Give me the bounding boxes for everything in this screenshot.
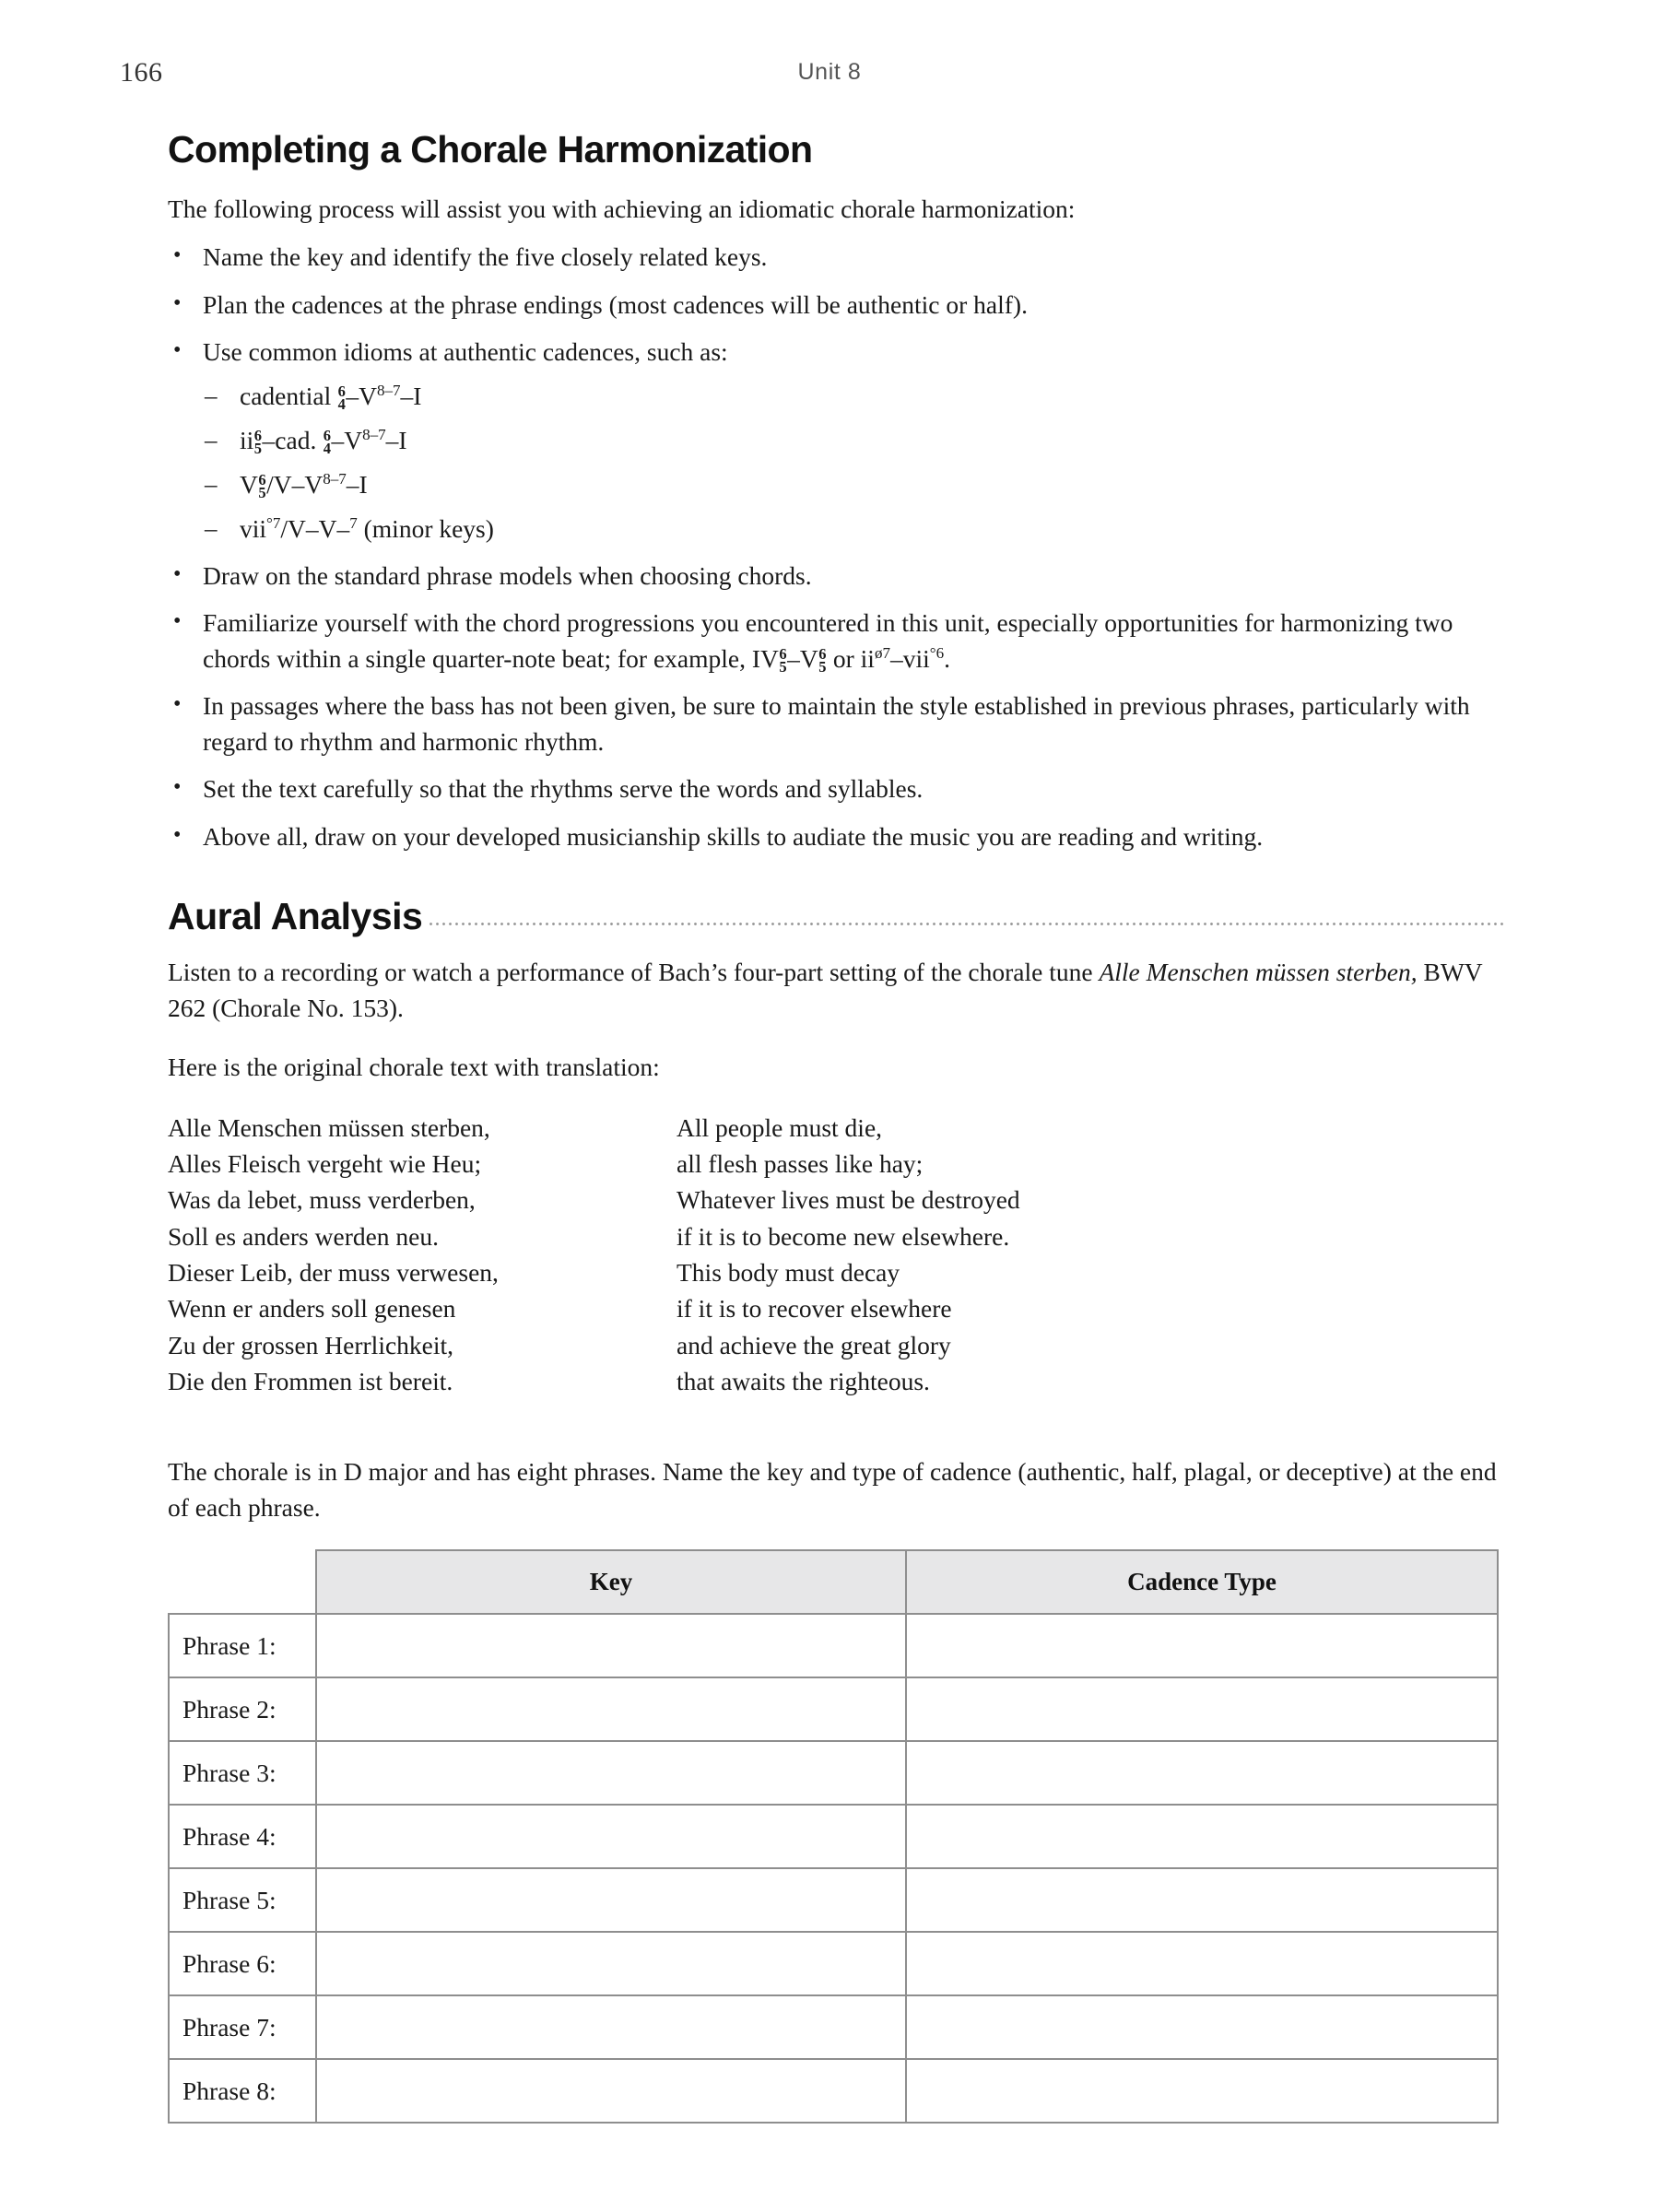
sub-item-lead: ii [240,425,254,454]
chorale-line: Was da lebet, muss verderben, [168,1185,476,1215]
table-row [169,1677,1498,1741]
chord-symbol-roman: IV [751,643,779,673]
sub-item-tail: –I [346,469,368,499]
translation-line: if it is to become new elsewhere. [677,1221,1010,1251]
chord-superscript: ø7 [874,643,890,662]
key-answer-cell[interactable] [316,1805,906,1868]
translation-line: if it is to recover elsewhere [677,1294,952,1324]
table-row [169,1614,1498,1677]
key-answer-cell[interactable] [316,1932,906,1995]
figure-bottom: 5 [253,439,263,457]
page-title: Completing a Chorale Harmonization [168,128,813,171]
table-instruction: The chorale is in D major and has eight phrases. Name the key and type of cadence (authentic, half, plagal, or deceptive) at the end of each phrase. [168,1457,1497,1522]
sub-item-tail: –I [385,425,407,454]
chorale-english-column [677,1110,1020,1400]
chord-tail: . [944,643,950,673]
cadence-answer-cell[interactable] [906,1868,1498,1932]
bullet-icon: • [173,692,182,717]
list-item [168,819,1504,855]
sub-item-mid0: /V–V [266,469,324,499]
cadence-answer-cell[interactable] [906,2059,1498,2123]
chorale-line: Dieser Leib, der muss verwesen, [168,1257,499,1287]
chorale-text-intro: Here is the original chorale text with translation: [168,1053,660,1082]
sub-item-mid: –V [346,381,377,410]
list-item-text: Use common idioms at authentic cadences, such as: [203,337,728,367]
bullet-icon: • [173,290,182,315]
sub-item-superscript: 8–7 [323,469,347,488]
cadence-answer-cell[interactable] [906,1995,1498,2059]
column-header-key: Key [316,1550,906,1614]
bullet-icon: • [173,775,182,800]
table-row [169,1995,1498,2059]
section-heading-text: Aural Analysis [168,895,423,938]
chord-conjunction: or [827,643,861,673]
row-label: Phrase 1: [169,1614,316,1677]
figure-top: 6 [258,471,266,489]
page-content [168,129,1504,2124]
translation-line: Whatever lives must be destroyed [677,1185,1020,1215]
listen-text-pre: Listen to a recording or watch a performance of Bach’s four-part setting of the chorale tune [168,958,1100,987]
sub-item-superscript: 8–7 [377,381,401,399]
table-row [169,1805,1498,1868]
dash-icon: – [205,425,218,453]
chord-symbol-roman: ii [860,643,875,673]
table-corner-cell [169,1550,316,1614]
list-item-text: Plan the cadences at the phrase endings (most cadences will be authentic or half). [203,289,1028,319]
key-answer-cell[interactable] [316,1614,906,1677]
list-item [168,240,1504,276]
sub-item-tail: (minor keys) [357,513,494,543]
aural-analysis-heading [168,895,1504,938]
phrase-analysis-table [168,1549,1499,2124]
cadence-answer-cell[interactable] [906,1614,1498,1677]
spacer [168,1423,1504,1454]
figure-bottom: 5 [258,483,266,501]
chord-dash: – [889,643,903,673]
figured-bass-stack [323,427,331,457]
sub-item-lead: vii [240,513,267,543]
table-row [169,1932,1498,1995]
list-item-text: Above all, draw on your developed musicianship skills to audiate the music you are reading and writing. [203,821,1264,851]
cadence-idiom-sublist [203,379,1504,547]
list-item-text: Set the text carefully so that the rhythms serve the words and syllables. [203,774,924,804]
running-head-title: Unit 8 [797,59,862,85]
key-answer-cell[interactable] [316,2059,906,2123]
figured-bass-stack [337,382,346,413]
sub-item-lead: V [240,469,258,499]
sub-item-mid0: –cad. [262,425,324,454]
sub-list-item [203,512,1504,547]
bullet-icon: • [173,243,182,268]
sub-item-mid0: /V–V– [280,513,350,543]
figure-top: 6 [253,427,263,445]
translation-line: all flesh passes like hay; [677,1148,924,1178]
sub-list-item [203,467,1504,502]
table-row [169,1741,1498,1805]
running-head [120,57,1539,88]
page-number: 166 [120,57,163,88]
table-header-row [169,1550,1498,1614]
chord-symbol-roman: V [799,643,818,673]
chorale-line: Alles Fleisch vergeht wie Heu; [168,1148,482,1178]
figure-bottom: 5 [779,657,787,676]
figured-bass-stack [779,645,787,676]
row-label: Phrase 2: [169,1677,316,1741]
row-label: Phrase 8: [169,2059,316,2123]
list-item-text: In passages where the bass has not been given, be sure to maintain the style established in previous phrases, particularly with regard to rhythm and harmonic rhythm. [203,691,1470,756]
dash-icon: – [205,381,218,409]
figure-bottom: 5 [818,657,827,676]
sub-item-lead: cadential [240,381,338,410]
bullet-icon: • [173,561,182,586]
listen-text-post: BWV 262 (Chorale No. 153). [168,958,1483,1022]
sub-item-mid: –V [331,425,363,454]
figured-bass-stack [258,471,266,501]
figure-top: 6 [818,645,827,664]
figure-top: 6 [337,382,346,401]
list-item [168,288,1504,324]
list-item-text: Name the key and identify the five closely related keys. [203,242,768,272]
dotted-rule [428,917,1504,930]
figure-top: 6 [779,645,787,664]
row-label: Phrase 6: [169,1932,316,1995]
cadence-answer-cell[interactable] [906,1932,1498,1995]
row-label: Phrase 5: [169,1868,316,1932]
column-header-cadence-type: Cadence Type [906,1550,1498,1614]
translation-line: All people must die, [677,1112,883,1142]
list-item [168,606,1504,677]
chord-symbol-roman: vii [902,643,930,673]
translation-line: and achieve the great glory [677,1330,951,1359]
chorale-tune-title: Alle Menschen müssen sterben, [1099,958,1418,987]
cadence-answer-cell[interactable] [906,1677,1498,1741]
translation-line: This body must decay [677,1257,900,1287]
sub-list-item [203,379,1504,414]
table-row [169,1868,1498,1932]
chord-superscript: °6 [929,643,945,662]
chorale-line: Wenn er anders soll genesen [168,1294,456,1324]
bullet-icon: • [173,338,182,363]
intro-paragraph: The following process will assist you with achieving an idiomatic chorale harmonization: [168,194,1076,223]
cadence-answer-cell[interactable] [906,1805,1498,1868]
key-answer-cell[interactable] [316,1995,906,2059]
translation-line: that awaits the righteous. [677,1366,930,1395]
chorale-line: Zu der grossen Herrlichkeit, [168,1330,454,1359]
sub-item-superscript: 7 [349,513,358,532]
figured-bass-stack [818,645,827,676]
process-bullet-list [168,240,1504,854]
row-label: Phrase 4: [169,1805,316,1868]
cadence-answer-cell[interactable] [906,1741,1498,1805]
figured-bass-stack [253,427,263,457]
key-answer-cell[interactable] [316,1868,906,1932]
row-label: Phrase 7: [169,1995,316,2059]
sub-item-superscript-leading: °7 [266,513,281,532]
chord-dash: – [787,643,800,673]
chorale-text-block [168,1110,1504,1400]
list-item [168,335,1504,546]
list-item [168,771,1504,807]
chorale-line: Soll es anders werden neu. [168,1221,440,1251]
list-item [168,688,1504,759]
chorale-line: Die den Frommen ist bereit. [168,1366,453,1395]
bullet-icon: • [173,609,182,634]
figure-top: 6 [323,427,331,445]
table-row [169,2059,1498,2123]
sub-list-item [203,423,1504,458]
bullet-icon: • [173,822,182,847]
chorale-german-column [168,1110,677,1400]
dash-icon: – [205,513,218,542]
row-label: Phrase 3: [169,1741,316,1805]
chorale-line: Alle Menschen müssen sterben, [168,1112,490,1142]
figure-bottom: 4 [337,394,346,413]
list-item-text: Draw on the standard phrase models when choosing chords. [203,560,812,590]
list-item [168,559,1504,594]
list-item-lead: Familiarize yourself with the chord progressions you encountered in this unit, especially opportunities for harmonizing two chords within a single quarter-note beat; for example, [203,608,1453,673]
dash-icon: – [205,469,218,498]
sub-item-tail: –I [400,381,422,410]
key-answer-cell[interactable] [316,1677,906,1741]
figure-bottom: 4 [323,439,331,457]
listen-paragraph [168,955,1504,1026]
sub-item-superscript: 8–7 [362,425,386,443]
key-answer-cell[interactable] [316,1741,906,1805]
